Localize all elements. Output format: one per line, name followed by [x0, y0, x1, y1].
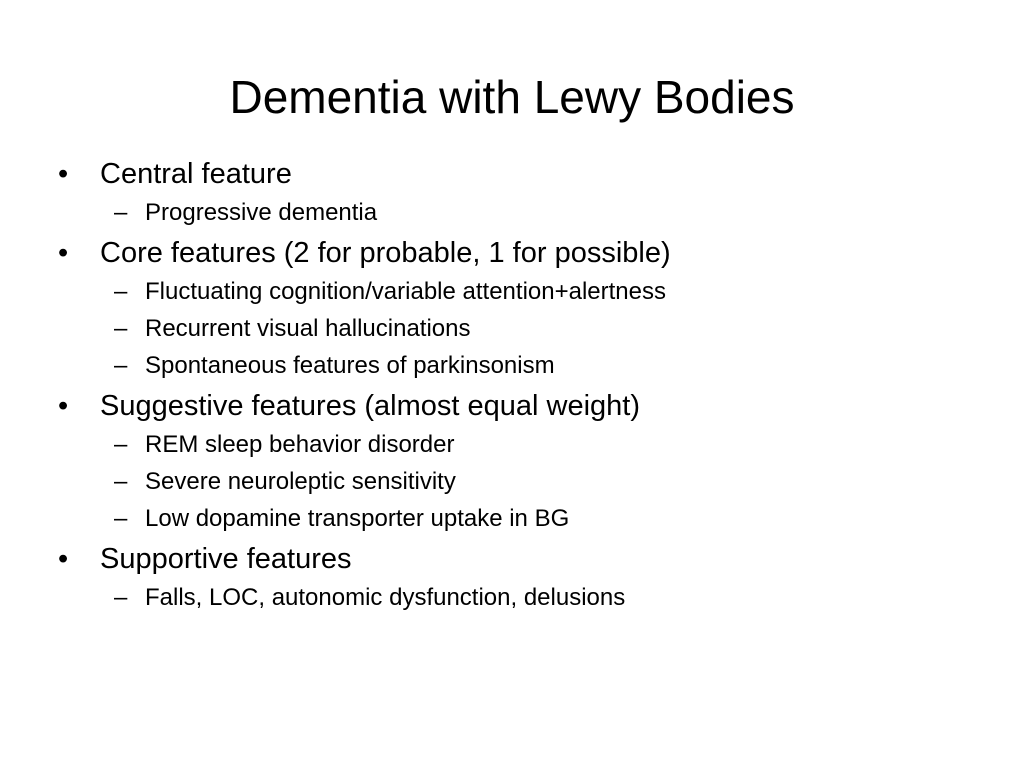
sub-bullet-group [56, 194, 986, 231]
bullet-text: Supportive features [100, 543, 352, 575]
dash-marker: – [114, 315, 128, 342]
bullet-text: Central feature [100, 158, 292, 190]
bullet-item [56, 233, 986, 273]
bullet-marker: • [58, 158, 69, 190]
sub-bullet-text: Fluctuating cognition/variable attention+alertness [145, 278, 666, 305]
bullet-item [56, 539, 986, 579]
sub-bullet-text: REM sleep behavior disorder [145, 431, 455, 458]
dash-marker: – [114, 278, 128, 305]
slide-title: Dementia with Lewy Bodies [229, 71, 795, 123]
sub-bullet-item [56, 500, 986, 537]
dash-marker: – [114, 584, 128, 611]
sub-bullet-item [56, 463, 986, 500]
dash-marker: – [114, 468, 128, 495]
sub-bullet-item [56, 194, 986, 231]
sub-bullet-group [56, 579, 986, 616]
dash-marker: – [114, 505, 128, 532]
sub-bullet-item [56, 347, 986, 384]
bullet-item [56, 386, 986, 426]
bullet-marker: • [58, 237, 69, 269]
sub-bullet-group [56, 426, 986, 537]
bullet-list [56, 152, 986, 618]
dash-marker: – [114, 431, 128, 458]
dash-marker: – [114, 199, 128, 226]
bullet-item [56, 154, 986, 194]
bullet-text: Suggestive features (almost equal weight) [100, 390, 641, 422]
bullet-marker: • [58, 543, 69, 575]
bullet-text: Core features (2 for probable, 1 for possible) [100, 237, 671, 269]
sub-bullet-text: Falls, LOC, autonomic dysfunction, delusions [145, 584, 626, 611]
dash-marker: – [114, 352, 128, 379]
sub-bullet-text: Severe neuroleptic sensitivity [145, 468, 456, 495]
sub-bullet-text: Recurrent visual hallucinations [145, 315, 471, 342]
sub-bullet-item [56, 426, 986, 463]
sub-bullet-group [56, 273, 986, 384]
sub-bullet-text: Spontaneous features of parkinsonism [145, 352, 555, 379]
sub-bullet-item [56, 310, 986, 347]
sub-bullet-text: Progressive dementia [145, 199, 378, 226]
sub-bullet-item [56, 273, 986, 310]
sub-bullet-item [56, 579, 986, 616]
sub-bullet-text: Low dopamine transporter uptake in BG [145, 505, 570, 532]
bullet-marker: • [58, 390, 69, 422]
